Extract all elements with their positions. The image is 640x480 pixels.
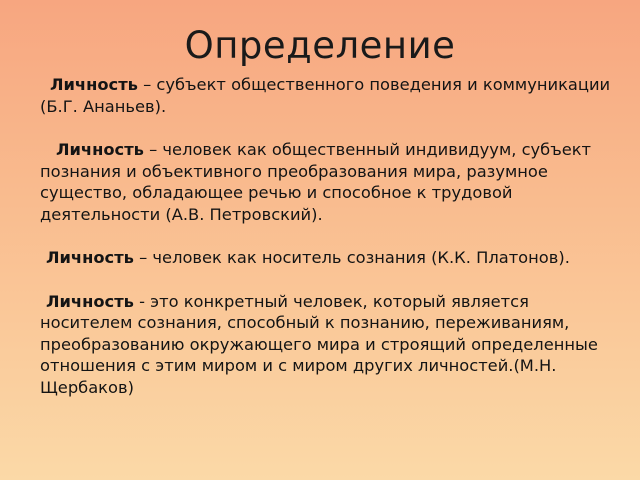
- definition-term: Личность: [46, 291, 134, 311]
- definition-platonov: [40, 247, 615, 269]
- definition-petrovsky: [40, 139, 615, 225]
- definition-text: – субъект общественного поведения и коммуникации (Б.Г. Ананьев).: [40, 75, 611, 116]
- definition-text: - это конкретный человек, который является носителем сознания, способный к познанию, переживаниям, преобразованию окружающего мира и строящий определенные отношения с этим миром и с миром других личностей.(М.Н. Щербаков): [40, 291, 598, 397]
- definition-shcherbakov: [40, 291, 615, 399]
- slide-title: Определение: [184, 24, 456, 67]
- definition-text: – человек как носитель сознания (К.К. Платонов).: [133, 248, 570, 267]
- definition-text: – человек как общественный индивидуум, субъект познания и объективного преобразования мира, разумное существо, обладающее речью и способное к трудовой деятельности (А.В. Петровский).: [40, 140, 592, 224]
- definition-term: Личность: [50, 75, 138, 94]
- definition-ananyev: [40, 74, 615, 117]
- definition-term: Личность: [46, 248, 134, 267]
- definitions-list: [40, 74, 615, 420]
- definition-term: Личность: [56, 140, 144, 159]
